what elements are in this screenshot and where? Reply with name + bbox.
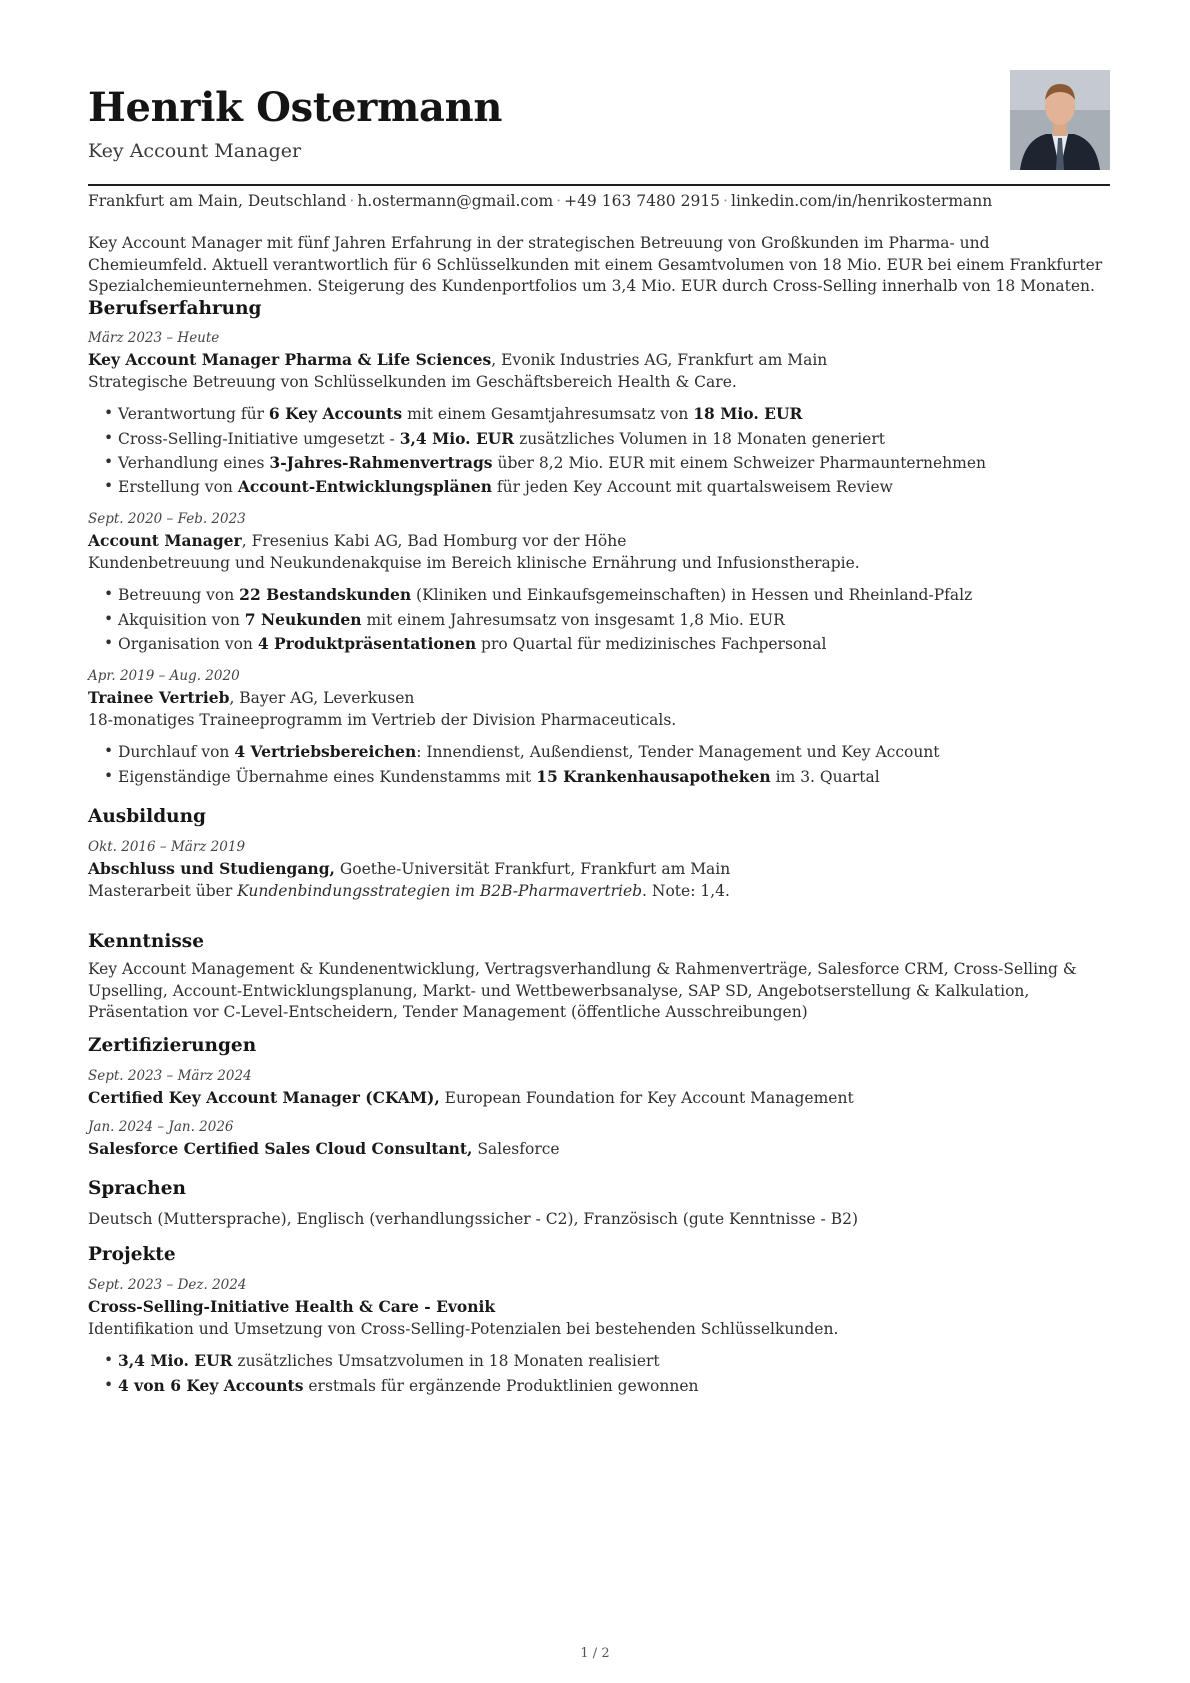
job-role: Trainee Vertrieb	[88, 688, 230, 707]
certification-item: Certified Key Account Manager (CKAM), European Foundation for Key Account Management	[88, 1088, 854, 1107]
list-item: • Durchlauf von 4 Vertriebsbereichen: Innendienst, Außendienst, Tender Management und Key Account	[88, 744, 940, 761]
contact-phone[interactable]: +49 163 7480 2915	[564, 192, 721, 210]
education-section	[88, 806, 1110, 900]
list-item: • Verantwortung für 6 Key Accounts mit einem Gesamtjahresumsatz von 18 Mio. EUR	[88, 406, 802, 423]
page-number: 1 / 2	[580, 1646, 610, 1661]
certification-date: Sept. 2023 – März 2024	[88, 1068, 252, 1084]
job-description: Kundenbetreuung und Neukundenakquise im Bereich klinische Ernährung und Infusionstherapie.	[88, 554, 860, 572]
job-description: 18-monatiges Traineeprogramm im Vertrieb der Division Pharmaceuticals.	[88, 711, 677, 729]
profile-summary: Key Account Manager mit fünf Jahren Erfahrung in der strategischen Betreuung von Großkunden im Pharma- und Chemieumfeld. Aktuell verantwortlich für 6 Schlüsselkunden mit einem Gesamtvolumen von 18 Mio. EUR bei einem Frankfurter Spezialchemieunternehmen. Steigerung des Kundenportfolios um 3,4 Mio. EUR durch Cross-Selling innerhalb von 18 Monaten.	[88, 234, 1103, 295]
education-date: Okt. 2016 – März 2019	[88, 839, 246, 855]
resume-header	[88, 70, 1110, 184]
job-org: , Evonik Industries AG, Frankfurt am Main	[491, 351, 828, 369]
certifications-section	[88, 1035, 1110, 1158]
section-heading: Projekte	[88, 1244, 176, 1265]
section-heading: Berufserfahrung	[88, 298, 262, 319]
job-headline	[88, 352, 827, 369]
candidate-title: Key Account Manager	[88, 140, 302, 162]
section-heading: Kenntnisse	[88, 931, 204, 952]
job-description: Strategische Betreuung von Schlüsselkunden im Geschäftsbereich Health & Care.	[88, 373, 737, 391]
languages-text: Deutsch (Muttersprache), Englisch (verhandlungssicher - C2), Französisch (gute Kenntnisse - B2)	[88, 1210, 858, 1228]
languages-section	[88, 1178, 1110, 1228]
degree: Abschluss und Studiengang,	[88, 859, 335, 878]
contact-email[interactable]: h.ostermann@gmail.com	[357, 192, 554, 210]
projects-section	[88, 1244, 1110, 1395]
project-description: Identifikation und Umsetzung von Cross-Selling-Potenzialen bei bestehenden Schlüsselkunden.	[88, 1320, 839, 1338]
list-item: • Erstellung von Account-Entwicklungsplänen für jeden Key Account mit quartalsweisem Review	[88, 479, 893, 496]
list-item: • Verhandlung eines 3-Jahres-Rahmenvertrags über 8,2 Mio. EUR mit einem Schweizer Pharmaunternehmen	[88, 455, 986, 472]
thesis-line: Masterarbeit über Kundenbindungsstrategien im B2B-Pharmavertrieb. Note: 1,4.	[88, 882, 730, 900]
contact-linkedin[interactable]: linkedin.com/in/henrikostermann	[730, 192, 993, 210]
job-date: Apr. 2019 – Aug. 2020	[88, 668, 240, 684]
job-date: Sept. 2020 – Feb. 2023	[88, 511, 246, 527]
certification-date: Jan. 2024 – Jan. 2026	[88, 1119, 234, 1135]
section-heading: Sprachen	[88, 1178, 186, 1199]
contact-location: Frankfurt am Main, Deutschland	[88, 192, 347, 210]
project-date: Sept. 2023 – Dez. 2024	[88, 1277, 247, 1293]
resume-page	[88, 70, 1110, 1395]
job-headline	[88, 533, 626, 550]
candidate-name: Henrik Ostermann	[88, 84, 503, 131]
list-item: • Betreuung von 22 Bestandskunden (Kliniken und Einkaufsgemeinschaften) in Hessen und Rheinland-Pfalz	[88, 587, 972, 604]
education-headline	[88, 861, 730, 878]
job-role: Key Account Manager Pharma & Life Sciences	[88, 350, 492, 369]
contact-line: Frankfurt am Main, Deutschland · h.ostermann@gmail.com · +49 163 7480 2915 · linkedin.com/in/henrikostermann	[88, 192, 993, 210]
job-date: März 2023 – Heute	[88, 330, 220, 346]
job-headline	[88, 690, 414, 707]
skills-section	[88, 931, 1110, 1021]
header-divider	[88, 184, 1110, 186]
list-item: • 3,4 Mio. EUR zusätzliches Umsatzvolumen in 18 Monaten realisiert	[88, 1353, 660, 1370]
job-org: , Fresenius Kabi AG, Bad Homburg vor der Höhe	[241, 532, 627, 550]
list-item: • Eigenständige Übernahme eines Kundenstamms mit 15 Krankenhausapotheken im 3. Quartal	[88, 769, 880, 786]
project-title: Cross-Selling-Initiative Health & Care - Evonik	[88, 1297, 496, 1316]
experience-section	[88, 298, 1110, 786]
list-item: • 4 von 6 Key Accounts erstmals für ergänzende Produktlinien gewonnen	[88, 1378, 698, 1395]
thesis-title: Kundenbindungsstrategien im B2B-Pharmavertrieb	[237, 882, 643, 900]
job-org: , Bayer AG, Leverkusen	[229, 689, 415, 707]
certification-item: Salesforce Certified Sales Cloud Consultant, Salesforce	[88, 1139, 560, 1158]
portrait-photo	[1010, 70, 1110, 170]
school: Goethe-Universität Frankfurt, Frankfurt am Main	[334, 860, 731, 878]
skills-text: Key Account Management & Kundenentwicklung, Vertragsverhandlung & Rahmenverträge, Salesforce CRM, Cross-Selling & Upselling, Account-Entwicklungsplanung, Markt- und Wettbewerbsanalyse, SAP SD, Angebotserstellung & Kalkulation, Präsentation vor C-Level-Entscheidern, Tender Management (öffentliche Ausschreibungen)	[88, 960, 1077, 1021]
list-item: • Akquisition von 7 Neukunden mit einem Jahresumsatz von insgesamt 1,8 Mio. EUR	[88, 612, 785, 629]
section-heading: Zertifizierungen	[88, 1035, 257, 1056]
list-item: • Cross-Selling-Initiative umgesetzt - 3,4 Mio. EUR zusätzliches Volumen in 18 Monaten generiert	[88, 431, 885, 448]
list-item: • Organisation von 4 Produktpräsentationen pro Quartal für medizinisches Fachpersonal	[88, 636, 826, 653]
section-heading: Ausbildung	[88, 806, 206, 827]
job-role: Account Manager	[88, 531, 242, 550]
